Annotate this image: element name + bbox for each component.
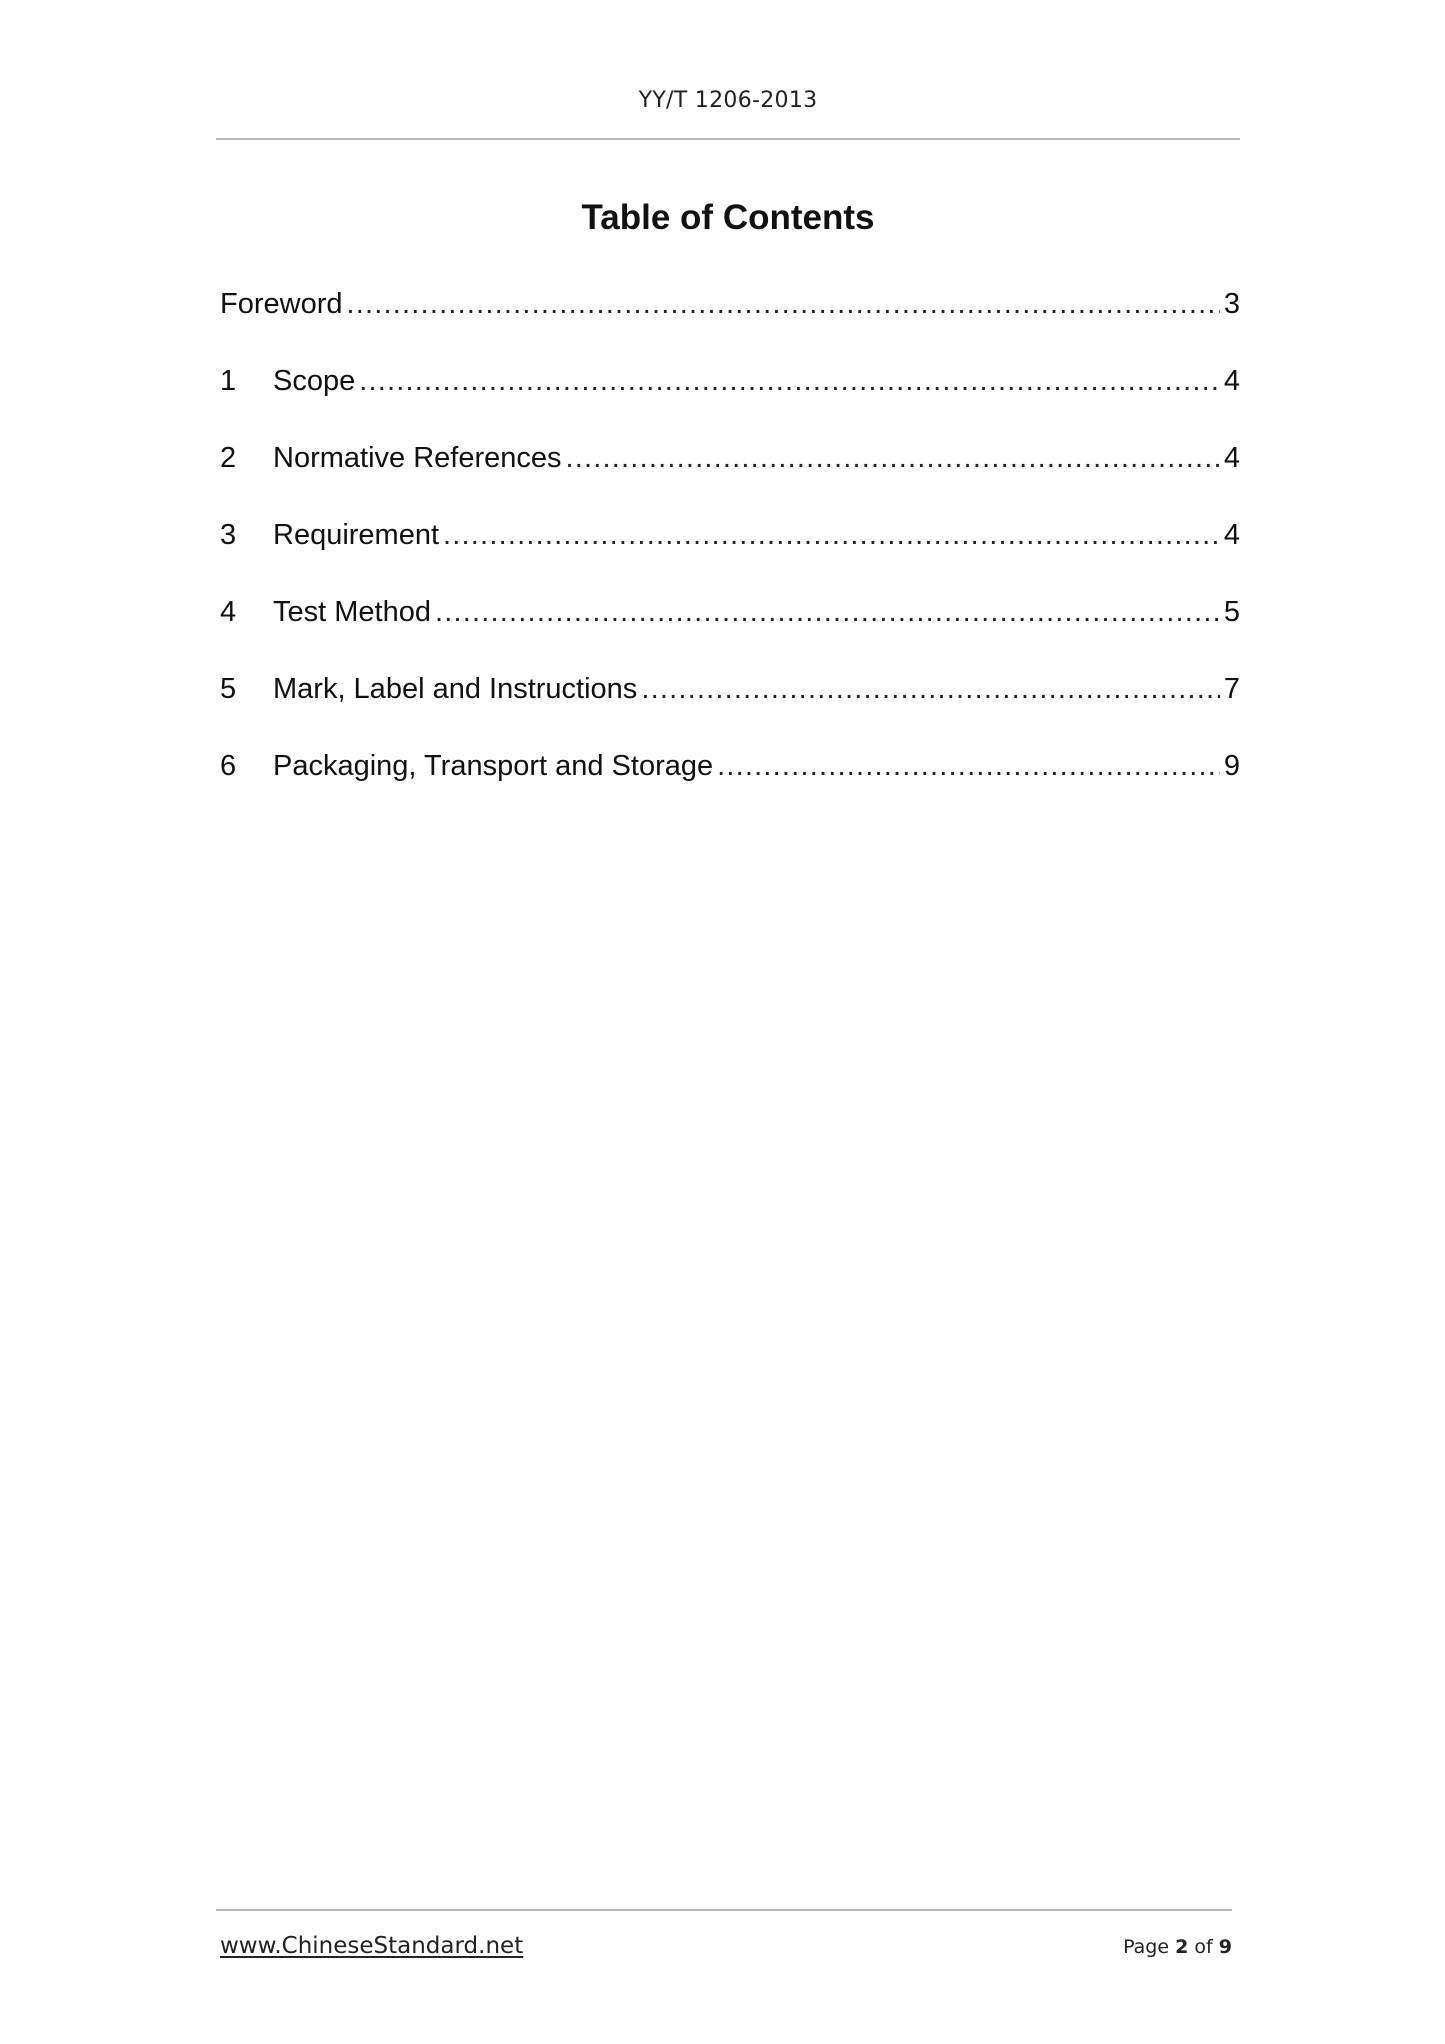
toc-dot-leader bbox=[347, 288, 1220, 321]
toc-entry-label: Normative References bbox=[273, 442, 562, 474]
toc-entry-label: Requirement bbox=[273, 519, 440, 551]
toc-dot-leader bbox=[717, 750, 1220, 783]
toc-entry-label: Scope bbox=[273, 365, 356, 397]
toc-entry-label: Test Method bbox=[273, 596, 431, 628]
toc-dot-leader bbox=[435, 596, 1220, 629]
toc-entry-requirement[interactable] bbox=[220, 519, 1240, 596]
toc-entry-label: Packaging, Transport and Storage bbox=[273, 750, 714, 782]
toc-entry-page: 4 bbox=[1223, 365, 1240, 397]
toc-entry-page: 4 bbox=[1223, 442, 1240, 474]
current-page-number: 2 bbox=[1175, 1936, 1189, 1958]
toc-entry-page: 9 bbox=[1223, 750, 1240, 782]
toc-entry-scope[interactable] bbox=[220, 365, 1240, 442]
toc-entry-label: Foreword bbox=[220, 288, 343, 320]
document-code-header: YY/T 1206-2013 bbox=[638, 88, 818, 113]
toc-entry-page: 4 bbox=[1223, 519, 1240, 551]
toc-dot-leader bbox=[443, 519, 1220, 552]
toc-entry-mark-label-instructions[interactable] bbox=[220, 673, 1240, 750]
toc-entry-page: 3 bbox=[1223, 288, 1240, 320]
footer-divider bbox=[216, 1909, 1232, 1911]
toc-list bbox=[220, 288, 1240, 827]
toc-entry-packaging-transport-storage[interactable] bbox=[220, 750, 1240, 827]
toc-entry-page: 5 bbox=[1223, 596, 1240, 628]
toc-entry-page: 7 bbox=[1223, 673, 1240, 705]
toc-dot-leader bbox=[566, 442, 1220, 475]
toc-entry-number: 1 bbox=[220, 365, 237, 397]
toc-entry-number: 6 bbox=[220, 750, 237, 782]
toc-entry-foreword[interactable] bbox=[220, 288, 1240, 365]
toc-dot-leader bbox=[641, 673, 1220, 706]
page-indicator bbox=[1123, 1936, 1232, 1958]
toc-entry-label: Mark, Label and Instructions bbox=[273, 673, 638, 705]
toc-dot-leader bbox=[359, 365, 1220, 398]
toc-entry-number: 5 bbox=[220, 673, 237, 705]
page-separator: of bbox=[1194, 1936, 1213, 1958]
page-prefix: Page bbox=[1123, 1936, 1170, 1958]
toc-entry-number: 4 bbox=[220, 596, 237, 628]
header-divider bbox=[216, 138, 1240, 140]
toc-title: Table of Contents bbox=[581, 198, 875, 237]
website-link[interactable]: www.ChineseStandard.net bbox=[220, 1933, 524, 1959]
toc-entry-normative-references[interactable] bbox=[220, 442, 1240, 519]
toc-entry-test-method[interactable] bbox=[220, 596, 1240, 673]
toc-entry-number: 2 bbox=[220, 442, 237, 474]
toc-entry-number: 3 bbox=[220, 519, 237, 551]
total-pages-number: 9 bbox=[1218, 1936, 1232, 1958]
